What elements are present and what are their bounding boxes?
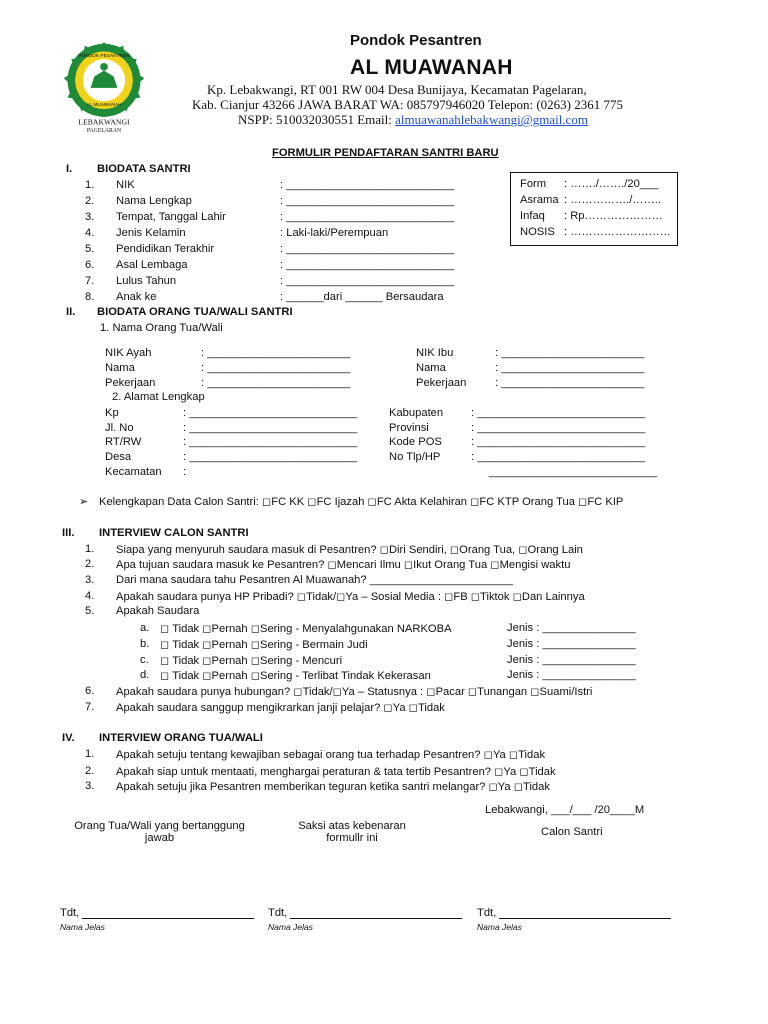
kelengkapan-checklist[interactable]: Kelengkapan Data Calon Santri: ◻FC KK ◻FC Ijazah ◻FC Akta Kelahiran ◻FC KTP Orang Tua ◻FC KIP [99,496,624,508]
s3-q3[interactable]: Dari mana saudara tahu Pesantren Al Muawanah? _______________________ [116,574,513,586]
s1-label-nama: Nama Lengkap [116,195,192,207]
s1-num-1: 1. [85,179,95,191]
sign-col1-line1: Orang Tua/Wali yang bertanggung [74,820,245,832]
sign-col2-line1: Saksi atas kebenaran [298,820,406,832]
s1-num-2: 2. [85,195,95,207]
logo-banner-text: LEBAKWANGI [78,117,130,127]
s1-label-asal: Asal Lembaga [116,259,188,271]
s3-sub-a-jenis[interactable]: Jenis : _______________ [507,622,636,634]
section1-roman: I. [66,163,73,175]
s1-field-anak[interactable]: : ______dari ______ Bersaudara [280,291,444,303]
s1-label-anak: Anak ke [116,291,157,303]
s3-sub-a[interactable]: ◻ Tidak ◻Pernah ◻Sering - Menyalahgunakan NARKOBA [160,623,452,635]
addr-label-kecamatan: Kecamatan [105,466,162,478]
s2-label-nama-ibu: Nama [416,362,446,374]
box-value-infaq[interactable]: : Rp………………… [564,210,663,222]
s4-num-2: 2. [85,765,95,777]
sign-col1-line2: jawab [144,832,175,844]
s3-q7[interactable]: Apakah saudara sanggup mengikrarkan janji pelajar? ◻Ya ◻Tidak [116,702,445,714]
s1-num-4: 4. [85,227,95,239]
addr-field-kabupaten[interactable]: : ___________________________ [471,407,646,419]
s1-field-ttl[interactable]: : ___________________________ [280,211,455,223]
addr-field-kodepos[interactable]: : ___________________________ [471,436,646,448]
s3-sub-c-letter: c. [140,654,149,666]
s3-sub-b-jenis[interactable]: Jenis : _______________ [507,638,636,650]
logo-banner-subtext: PAGELARAN [86,128,122,134]
signature-line-3[interactable] [499,918,671,919]
header-nspp [238,112,588,128]
s2-field-nama-ayah[interactable]: : _______________________ [201,362,351,374]
s3-num-4: 4. [85,590,95,602]
s3-q4[interactable]: Apakah saudara punya HP Pribadi? ◻Tidak/◻Ya – Sosial Media : ◻FB ◻Tiktok ◻Dan Lainnya [116,591,585,603]
s2-sub2: 2. Alamat Lengkap [112,391,205,403]
s3-sub-d-letter: d. [140,669,150,681]
addr-field-desa[interactable]: : ___________________________ [183,451,358,463]
addr-field-kecamatan[interactable]: : [183,466,187,478]
addr-field-extra[interactable]: ___________________________ [489,466,657,478]
addr-label-kp: Kp [105,407,119,419]
s1-label-nik: NIK [116,179,135,191]
header-address2: Kab. Cianjur 43266 JAWA BARAT WA: 085797946020 Telepon: (0263) 2361 775 [192,97,624,112]
pesantren-logo [56,38,152,134]
s3-sub-b[interactable]: ◻ Tidak ◻Pernah ◻Sering - Bermain Judi [160,639,368,651]
section2-roman: II. [66,306,76,318]
s1-field-nik[interactable]: : ___________________________ [280,179,455,191]
s2-field-nik-ayah[interactable]: : _______________________ [201,347,351,359]
s1-field-pendidikan[interactable]: : ___________________________ [280,243,455,255]
section4-roman: IV. [62,732,75,744]
sign-col3-title: Calon Santri [541,826,603,838]
s3-sub-a-letter: a. [140,622,150,634]
nama-jelas-1: Nama Jelas [60,922,105,932]
signature-line-1[interactable] [82,918,254,919]
box-value-asrama[interactable]: : ……………./…….. [564,194,661,206]
nama-jelas-3: Nama Jelas [477,922,522,932]
s3-q6[interactable]: Apakah saudara punya hubungan? ◻Tidak/◻Ya – Statusnya : ◻Pacar ◻Tunangan ◻Suami/Istri [116,686,593,698]
s1-field-asal[interactable]: : ___________________________ [280,259,455,271]
s3-num-5: 5. [85,605,95,617]
box-label-asrama: Asrama [520,194,559,206]
s4-q1[interactable]: Apakah setuju tentang kewajiban sebagai orang tua terhadap Pesantren? ◻Ya ◻Tidak [116,749,546,761]
addr-field-rtrw[interactable]: : ___________________________ [183,436,358,448]
s3-q2[interactable]: Apa tujuan saudara masuk ke Pesantren? ◻Mencari Ilmu ◻Ikut Orang Tua ◻Mengisi waktu [116,559,571,571]
header-line1: Pondok Pesantren [350,32,482,49]
s1-num-5: 5. [85,243,95,255]
s3-num-1: 1. [85,543,95,555]
s4-num-3: 3. [85,780,95,792]
s1-field-nama[interactable]: : ___________________________ [280,195,455,207]
tdt-2: Tdt, [268,907,288,919]
header-address1: Kp. Lebakwangi, RT 001 RW 004 Desa Bunijaya, Kecamatan Pagelaran, [207,82,587,97]
box-label-infaq: Infaq [520,210,545,222]
section1-title: BIODATA SANTRI [97,163,191,175]
place-date[interactable]: Lebakwangi, ___/___ /20____M [485,804,645,816]
tdt-3: Tdt, [477,907,497,919]
s2-field-nik-ibu[interactable]: : _______________________ [495,347,645,359]
addr-label-rtrw: RT/RW [105,436,142,448]
s1-num-3: 3. [85,211,95,223]
addr-label-provinsi: Provinsi [389,422,429,434]
s2-label-nik-ibu: NIK Ibu [416,347,454,359]
nspp-text: NSPP: 510032030551 Email: [238,112,396,127]
email-link[interactable]: almuawanahlebakwangi@gmail.com [395,112,588,127]
nama-jelas-2: Nama Jelas [268,922,313,932]
kelengkapan-bullet-icon: ➢ [79,496,89,508]
s4-q2[interactable]: Apakah siap untuk mentaati, menghargai peraturan & tata tertib Pesantren? ◻Ya ◻Tidak [116,766,556,778]
s3-sub-c[interactable]: ◻ Tidak ◻Pernah ◻Sering - Mencuri [160,655,343,667]
s1-field-lulus[interactable]: : ___________________________ [280,275,455,287]
addr-label-jl: Jl. No [105,422,134,434]
s3-sub-c-jenis[interactable]: Jenis : _______________ [507,654,636,666]
s1-label-jk: Jenis Kelamin [116,227,186,239]
section4-title: INTERVIEW ORANG TUA/WALI [99,732,263,744]
addr-field-notlp[interactable]: : ___________________________ [471,451,646,463]
s2-label-pekerjaan-ayah: Pekerjaan [105,377,156,389]
s3-sub-b-letter: b. [140,638,150,650]
box-value-form[interactable]: : ……./……./20___ [564,178,659,190]
s1-label-lulus: Lulus Tahun [116,275,177,287]
s1-label-ttl: Tempat, Tanggal Lahir [116,211,226,223]
addr-field-provinsi[interactable]: : ___________________________ [471,422,646,434]
s4-num-1: 1. [85,748,95,760]
s1-label-pendidikan: Pendidikan Terakhir [116,243,215,255]
header-line2: AL MUAWANAH [350,56,513,79]
s1-num-8: 8. [85,291,95,303]
sign-col2-title [282,820,422,844]
s2-field-nama-ibu[interactable]: : _______________________ [495,362,645,374]
s3-q5: Apakah Saudara [116,605,200,617]
tdt-1: Tdt, [60,907,80,919]
s3-num-6: 6. [85,685,95,697]
section3-title: INTERVIEW CALON SANTRI [99,527,249,539]
s2-label-nik-ayah: NIK Ayah [105,347,152,359]
s3-num-3: 3. [85,574,95,586]
s1-num-6: 6. [85,259,95,271]
s2-label-nama-ayah: Nama [105,362,135,374]
s2-field-pekerjaan-ibu[interactable]: : _______________________ [495,377,645,389]
logo-ring-top-text: PONDOK PESANTREN [78,54,130,60]
addr-label-kodepos: Kode POS [389,436,442,448]
s3-num-7: 7. [85,701,95,713]
addr-label-notlp: No Tlp/HP [389,451,441,463]
s3-sub-d[interactable]: ◻ Tidak ◻Pernah ◻Sering - Terlibat Tindak Kekerasan [160,670,431,682]
addr-field-jl[interactable]: : ___________________________ [183,422,358,434]
sign-col1-title [62,820,257,844]
s2-sub1: 1. Nama Orang Tua/Wali [100,322,223,334]
section3-roman: III. [62,527,75,539]
addr-label-desa: Desa [105,451,132,463]
s3-q1[interactable]: Siapa yang menyuruh saudara masuk di Pesantren? ◻Diri Sendiri, ◻Orang Tua, ◻Orang Lain [116,544,583,556]
sign-col2-line2: formullr ini [326,832,378,844]
s2-label-pekerjaan-ibu: Pekerjaan [416,377,467,389]
s4-q3[interactable]: Apakah setuju jika Pesantren memberikan teguran ketika santri melangar? ◻Ya ◻Tidak [116,781,550,793]
s2-field-pekerjaan-ayah[interactable]: : _______________________ [201,377,351,389]
box-value-nosis[interactable]: : ……………………… [564,226,671,238]
addr-field-kp[interactable]: : ___________________________ [183,407,358,419]
signature-line-2[interactable] [290,918,462,919]
section2-title: BIODATA ORANG TUA/WALI SANTRI [97,306,293,318]
addr-label-kabupaten: Kabupaten [389,407,444,419]
box-label-nosis: NOSIS [520,226,555,238]
logo-ring-bottom-text: AL MUAWANAH [86,103,122,109]
form-title: FORMULIR PENDAFTARAN SANTRI BARU [272,147,499,159]
s1-field-jk[interactable]: : Laki-laki/Perempuan [280,227,389,239]
s3-num-2: 2. [85,558,95,570]
s1-num-7: 7. [85,275,95,287]
box-label-form: Form [520,178,547,190]
s3-sub-d-jenis[interactable]: Jenis : _______________ [507,669,636,681]
